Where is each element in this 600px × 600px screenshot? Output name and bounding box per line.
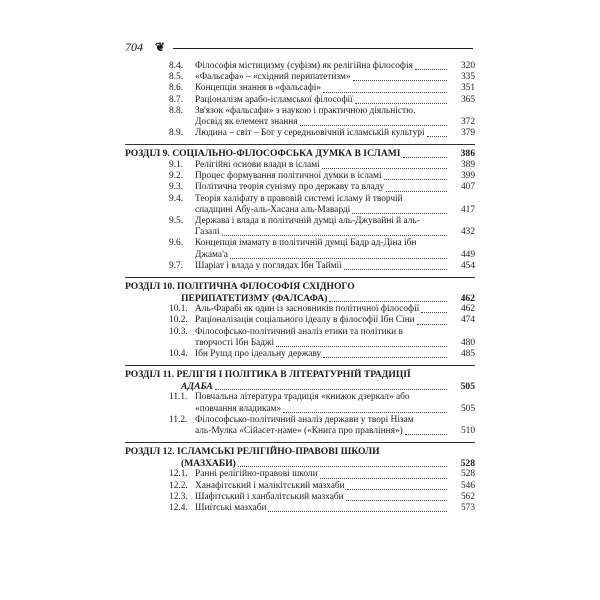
entry-page-number: 379 <box>460 128 475 139</box>
toc-entry <box>125 106 475 117</box>
entry-number: 8.8. <box>169 105 184 116</box>
entry-page-number: 462 <box>460 304 475 315</box>
section-heading-continuation <box>125 293 475 305</box>
entry-page-number: 454 <box>460 260 475 271</box>
entry-title: «Фальсафа» – «східний перипатетизм» <box>195 72 351 83</box>
toc-entry-continuation <box>125 227 475 238</box>
toc-entry <box>125 128 475 139</box>
entry-number: 8.5. <box>169 72 184 83</box>
toc-entry <box>125 503 475 514</box>
entry-page-number: 474 <box>460 315 475 326</box>
leader-dots <box>384 179 447 180</box>
entry-number: 10.3. <box>169 326 188 337</box>
entry-title: творчості Ібн Баджі <box>195 337 275 348</box>
leader-dots <box>329 301 447 302</box>
entry-title: аль-Мулка «Сійасет-наме» («Книга про правління») <box>195 426 403 437</box>
entry-number: 9.4. <box>169 193 184 204</box>
toc-entry <box>125 72 475 83</box>
entry-title: Процес формування політичної думки в ісламі <box>195 171 382 182</box>
entry-number: 12.3. <box>169 491 188 502</box>
book-page <box>125 28 475 583</box>
section-heading <box>125 281 475 293</box>
entry-number: 9.5. <box>169 216 184 227</box>
leader-dots <box>215 389 447 390</box>
leader-dots <box>353 80 447 81</box>
entry-title: Політична теорія сунізму про державу та владу <box>195 182 385 193</box>
toc-entry <box>125 160 475 171</box>
leader-dots <box>415 69 447 70</box>
toc-entry <box>125 216 475 227</box>
leader-dots <box>352 213 447 214</box>
toc-entry <box>125 415 475 426</box>
leader-dots <box>230 258 447 259</box>
entry-title: Людина – світ – Бог у середньовічній ісламській культурі <box>195 128 425 139</box>
leader-dots <box>386 191 447 192</box>
entry-page-number: 320 <box>460 61 475 71</box>
entry-number: 9.3. <box>169 182 184 193</box>
entry-number: 11.2. <box>169 414 188 425</box>
section-heading <box>125 446 475 458</box>
entry-title: Шиїтські мазхаби <box>195 503 267 514</box>
section-title-line: ПЕРИПАТЕТИЗМУ (ФАЛСАФА) <box>181 292 328 304</box>
section-title-line: РОЗДІЛ 11. РЕЛІГІЯ І ПОЛІТИКА В ЛІТЕРАТУРНІЙ ТРАДИЦІЇ <box>125 369 411 381</box>
toc-entry-continuation <box>125 338 475 349</box>
entry-title: «повчання владикам» <box>195 403 282 414</box>
section-divider <box>125 144 475 145</box>
section-divider <box>125 277 475 278</box>
section-divider <box>125 442 475 443</box>
entry-title: Філософсько-політичний аналіз етики та політики в <box>195 326 403 337</box>
entry-number: 8.6. <box>169 83 184 94</box>
entry-title: Релігійні основи влади в ісламі <box>195 160 320 171</box>
section-title-line: АДАБА <box>181 380 213 392</box>
section-page-number: 528 <box>460 457 475 469</box>
section-title-line: РОЗДІЛ 9. СОЦІАЛЬНО-ФІЛОСОФСЬКА ДУМКА В ІСЛАМІ <box>125 148 401 160</box>
entry-page-number: 480 <box>460 337 475 348</box>
leader-dots <box>405 434 447 435</box>
entry-page-number: 351 <box>460 83 475 94</box>
entry-number: 12.1. <box>169 469 188 480</box>
entry-title: Ханафітський і малікітський мазхаби <box>195 480 345 491</box>
section-title-line: РОЗДІЛ 10. ПОЛІТИЧНА ФІЛОСОФІЯ СХІДНОГО <box>125 281 355 293</box>
toc-entry <box>125 481 475 492</box>
entry-title: Теорія халіфату в правовій системі ісламу й творчій <box>195 193 403 204</box>
entry-page-number: 365 <box>460 94 475 105</box>
leader-dots <box>300 125 447 126</box>
entry-title: Концепція знання в «фальсафі» <box>195 83 322 94</box>
section-title-line: РОЗДІЛ 12. ІСЛАМСЬКІ РЕЛІГІЙНО-ПРАВОВІ ШКОЛИ <box>125 446 380 458</box>
entry-number: 10.2. <box>169 315 188 326</box>
leader-dots <box>322 168 447 169</box>
entry-number: 8.9. <box>169 128 184 139</box>
entry-number: 12.4. <box>169 503 188 514</box>
section-page-number: 386 <box>460 148 475 160</box>
toc-entry <box>125 194 475 205</box>
leader-dots <box>276 346 447 347</box>
entry-number: 9.1. <box>169 160 184 171</box>
toc-entry-continuation <box>125 404 475 415</box>
entry-page-number: 399 <box>460 171 475 182</box>
entry-title: Шафітський і ханбалітський мазхаби <box>195 491 344 502</box>
header-rule <box>173 48 473 49</box>
section-page-number: 505 <box>460 380 475 392</box>
toc-entry <box>125 392 475 403</box>
entry-number: 10.1. <box>169 304 188 315</box>
entry-title: Зв'язок «фальсафи» з наукою і практичною діяльністю. <box>195 105 416 116</box>
ornament-icon: ❦ <box>155 40 166 54</box>
leader-dots <box>417 324 447 325</box>
toc-entry <box>125 61 475 72</box>
leader-dots <box>346 500 447 501</box>
leader-dots <box>268 511 447 512</box>
toc-entry <box>125 327 475 338</box>
toc-entry <box>125 469 475 480</box>
section-heading <box>125 369 475 381</box>
entry-number: 8.4. <box>169 61 184 71</box>
entry-title: спадщині Абу-аль-Хасана аль-Маварді <box>195 204 351 215</box>
entry-title: Газалі <box>195 227 220 238</box>
entry-page-number: 546 <box>460 480 475 491</box>
entry-number: 10.4. <box>169 349 188 360</box>
toc-entry <box>125 261 475 272</box>
toc-entry-continuation <box>125 117 475 128</box>
entry-title: Ранні релігійно-правові школи <box>195 469 318 480</box>
entry-page-number: 372 <box>460 117 475 128</box>
entry-title: Філософсько-політичний аналіз держави у творі Нізам <box>195 414 414 425</box>
entry-title: Концепція імамату в політичній думці Бадр ад-Діна ібн <box>195 238 417 249</box>
toc-entry <box>125 171 475 182</box>
toc-entry <box>125 349 475 360</box>
entry-title: Джама'а <box>195 249 228 260</box>
leader-dots <box>323 357 447 358</box>
entry-title: Повчальна література традиція «книжок дзеркал» або <box>195 392 410 403</box>
entry-title: Держава і влада в політичній думці аль-Джувайні й аль- <box>195 216 420 227</box>
entry-page-number: 562 <box>460 491 475 502</box>
table-of-contents <box>125 61 475 514</box>
leader-dots <box>323 92 447 93</box>
entry-page-number: 510 <box>460 426 475 437</box>
entry-title: Ібн Рушд про ідеальну державу <box>195 349 322 360</box>
entry-page-number: 432 <box>460 227 475 238</box>
entry-title: Аль-Фарабі як один із засновників політичної філософії <box>195 304 420 315</box>
toc-entry <box>125 238 475 249</box>
leader-dots <box>344 269 447 270</box>
toc-entry-continuation <box>125 426 475 437</box>
entry-number: 9.2. <box>169 171 184 182</box>
toc-entry <box>125 83 475 94</box>
section-heading-continuation <box>125 381 475 393</box>
leader-dots <box>283 412 447 413</box>
leader-dots <box>347 489 447 490</box>
leader-dots <box>222 235 447 236</box>
leader-dots <box>320 478 447 479</box>
entry-page-number: 573 <box>460 503 475 514</box>
toc-entry <box>125 182 475 193</box>
entry-number: 9.6. <box>169 238 184 249</box>
entry-page-number: 389 <box>460 160 475 171</box>
leader-dots <box>355 103 447 104</box>
entry-title: Шаріат і влада у поглядах Ібн Таймії <box>195 260 342 271</box>
entry-page-number: 505 <box>460 403 475 414</box>
leader-dots <box>421 312 447 313</box>
section-page-number: 462 <box>460 292 475 304</box>
entry-page-number: 417 <box>460 204 475 215</box>
section-divider <box>125 365 475 366</box>
leader-dots <box>427 136 447 137</box>
section-heading <box>125 148 475 160</box>
entry-page-number: 335 <box>460 72 475 83</box>
toc-entry <box>125 304 475 315</box>
leader-dots <box>238 466 447 467</box>
toc-entry <box>125 492 475 503</box>
entry-number: 8.7. <box>169 94 184 105</box>
entry-title: Досвід як елемент знання <box>195 117 298 128</box>
entry-page-number: 449 <box>460 249 475 260</box>
toc-entry <box>125 95 475 106</box>
entry-page-number: 485 <box>460 349 475 360</box>
entry-title: Раціоналізм арабо-ісламської філософії <box>195 94 353 105</box>
entry-number: 12.2. <box>169 480 188 491</box>
entry-number: 11.1. <box>169 392 188 403</box>
section-title-line: (МАЗХАБИ) <box>181 457 236 469</box>
toc-entry-continuation <box>125 205 475 216</box>
page-header <box>125 40 475 54</box>
entry-page-number: 528 <box>460 469 475 480</box>
toc-entry-continuation <box>125 250 475 261</box>
entry-page-number: 407 <box>460 182 475 193</box>
entry-title: Філософія містицизму (суфізм) як релігійна філософія <box>195 61 413 71</box>
leader-dots <box>403 157 447 158</box>
toc-entry <box>125 315 475 326</box>
section-heading-continuation <box>125 458 475 470</box>
entry-title: Раціоналізація соціального ідеалу в філософії Ібн Сіни <box>195 315 415 326</box>
page-number: 704 <box>125 40 143 54</box>
entry-number: 9.7. <box>169 260 184 271</box>
